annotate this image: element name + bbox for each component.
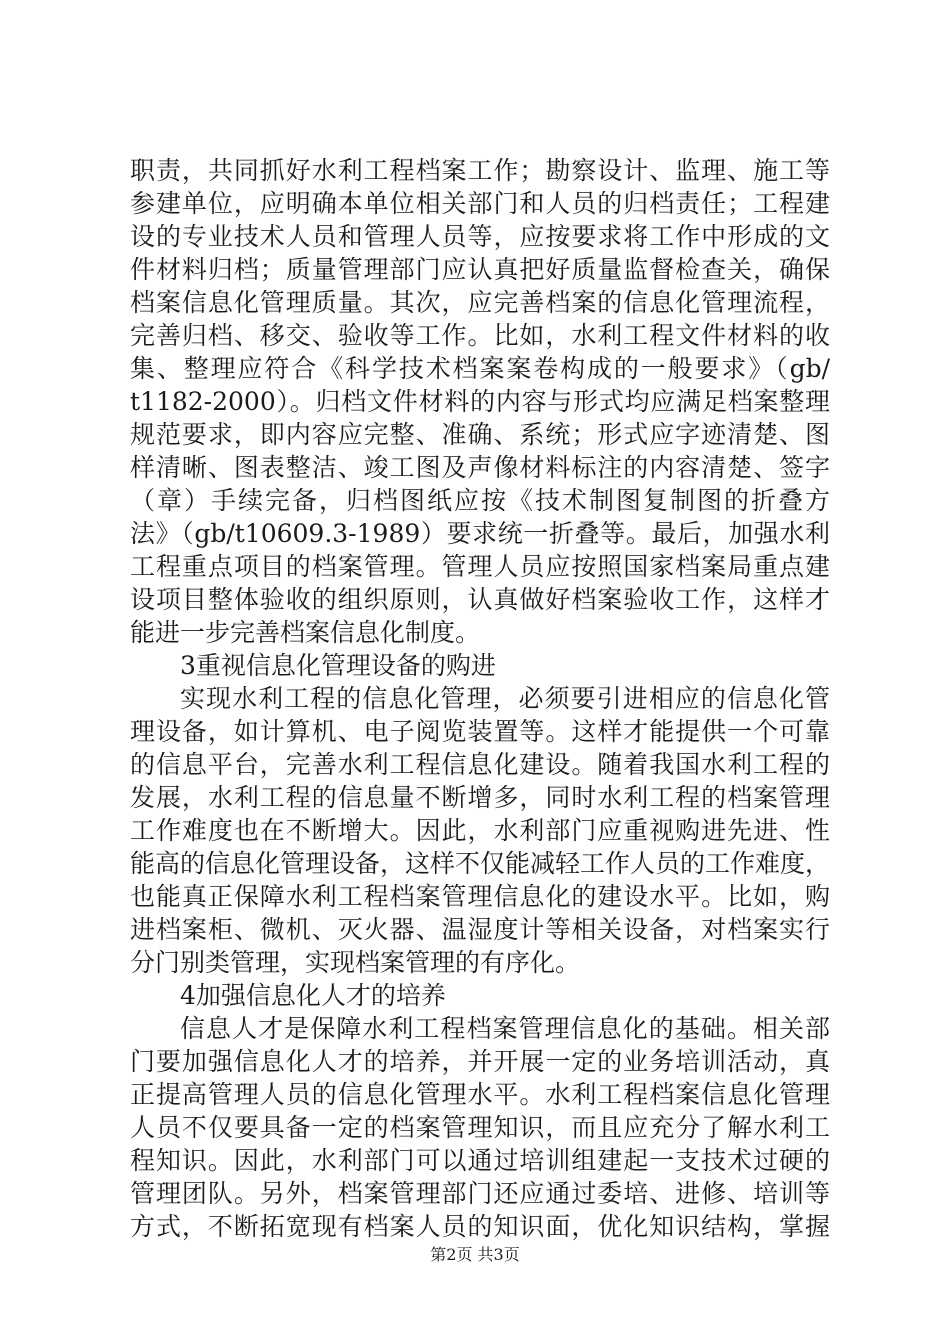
- paragraph-line: 参建单位，应明确本单位相关部门和人员的归档责任；工程建: [130, 189, 830, 218]
- document-body: [130, 154, 830, 1243]
- paragraph-line: 规范要求，即内容应完整、准确、系统；形式应字迹清楚、图: [130, 420, 830, 449]
- paragraph-line: 能进一步完善档案信息化制度。: [130, 618, 481, 647]
- paragraph-line: 人员不仅要具备一定的档案管理知识，而且应充分了解水利工: [130, 1113, 830, 1142]
- paragraph-line: t1182-2000）。归档文件材料的内容与形式均应满足档案整理: [130, 387, 830, 416]
- paragraph-line: 进档案柜、微机、灭火器、温湿度计等相关设备，对档案实行: [130, 915, 830, 944]
- paragraph-line: （章）手续完备，归档图纸应按《技术制图复制图的折叠方: [130, 486, 830, 515]
- paragraph-line: 职责，共同抓好水利工程档案工作；勘察设计、监理、施工等: [130, 156, 830, 185]
- paragraph-line: 也能真正保障水利工程档案管理信息化的建设水平。比如，购: [130, 882, 830, 911]
- paragraph-line: 门要加强信息化人才的培养，并开展一定的业务培训活动，真: [130, 1047, 830, 1076]
- paragraph-line: 能高的信息化管理设备，这样不仅能减轻工作人员的工作难度，: [130, 849, 830, 878]
- paragraph-line: 程知识。因此，水利部门可以通过培训组建起一支技术过硬的: [130, 1146, 830, 1175]
- paragraph-line: 理设备，如计算机、电子阅览装置等。这样才能提供一个可靠: [130, 717, 830, 746]
- paragraph-line: 设项目整体验收的组织原则，认真做好档案验收工作，这样才: [130, 585, 830, 614]
- paragraph-line: 档案信息化管理质量。其次，应完善档案的信息化管理流程，: [130, 288, 830, 317]
- page-number: 第2页 共3页: [430, 1245, 520, 1264]
- paragraph-line: 工作难度也在不断增大。因此，水利部门应重视购进先进、性: [130, 816, 830, 845]
- paragraph-line: 管理团队。另外，档案管理部门还应通过委培、进修、培训等: [130, 1179, 830, 1208]
- paragraph-line: 方式，不断拓宽现有档案人员的知识面，优化知识结构，掌握: [130, 1212, 830, 1241]
- paragraph-line: 法》（gb/t10609.3-1989）要求统一折叠等。最后，加强水利: [130, 519, 830, 548]
- paragraph-line: 件材料归档；质量管理部门应认真把好质量监督检查关，确保: [130, 255, 830, 284]
- page-footer: [0, 1244, 950, 1266]
- paragraph-line: 正提高管理人员的信息化管理水平。水利工程档案信息化管理: [130, 1080, 830, 1109]
- paragraph-line: 完善归档、移交、验收等工作。比如，水利工程文件材料的收: [130, 321, 830, 350]
- paragraph-line: 信息人才是保障水利工程档案管理信息化的基础。相关部: [180, 1014, 830, 1043]
- paragraph-line: 的信息平台，完善水利工程信息化建设。随着我国水利工程的: [130, 750, 830, 779]
- paragraph-line: 分门别类管理，实现档案管理的有序化。: [130, 948, 581, 977]
- paragraph-line: 发展，水利工程的信息量不断增多，同时水利工程的档案管理: [130, 783, 830, 812]
- paragraph-line: 实现水利工程的信息化管理，必须要引进相应的信息化管: [180, 684, 830, 713]
- paragraph-line: 设的专业技术人员和管理人员等，应按要求将工作中形成的文: [130, 222, 830, 251]
- section-heading-3: 3重视信息化管理设备的购进: [180, 651, 496, 680]
- paragraph-line: 工程重点项目的档案管理。管理人员应按照国家档案局重点建: [130, 552, 830, 581]
- section-heading-4: 4加强信息化人才的培养: [180, 981, 446, 1010]
- paragraph-line: 集、整理应符合《科学技术档案案卷构成的一般要求》（gb/: [130, 354, 830, 383]
- paragraph-line: 样清晰、图表整洁、竣工图及声像材料标注的内容清楚、签字: [130, 453, 830, 482]
